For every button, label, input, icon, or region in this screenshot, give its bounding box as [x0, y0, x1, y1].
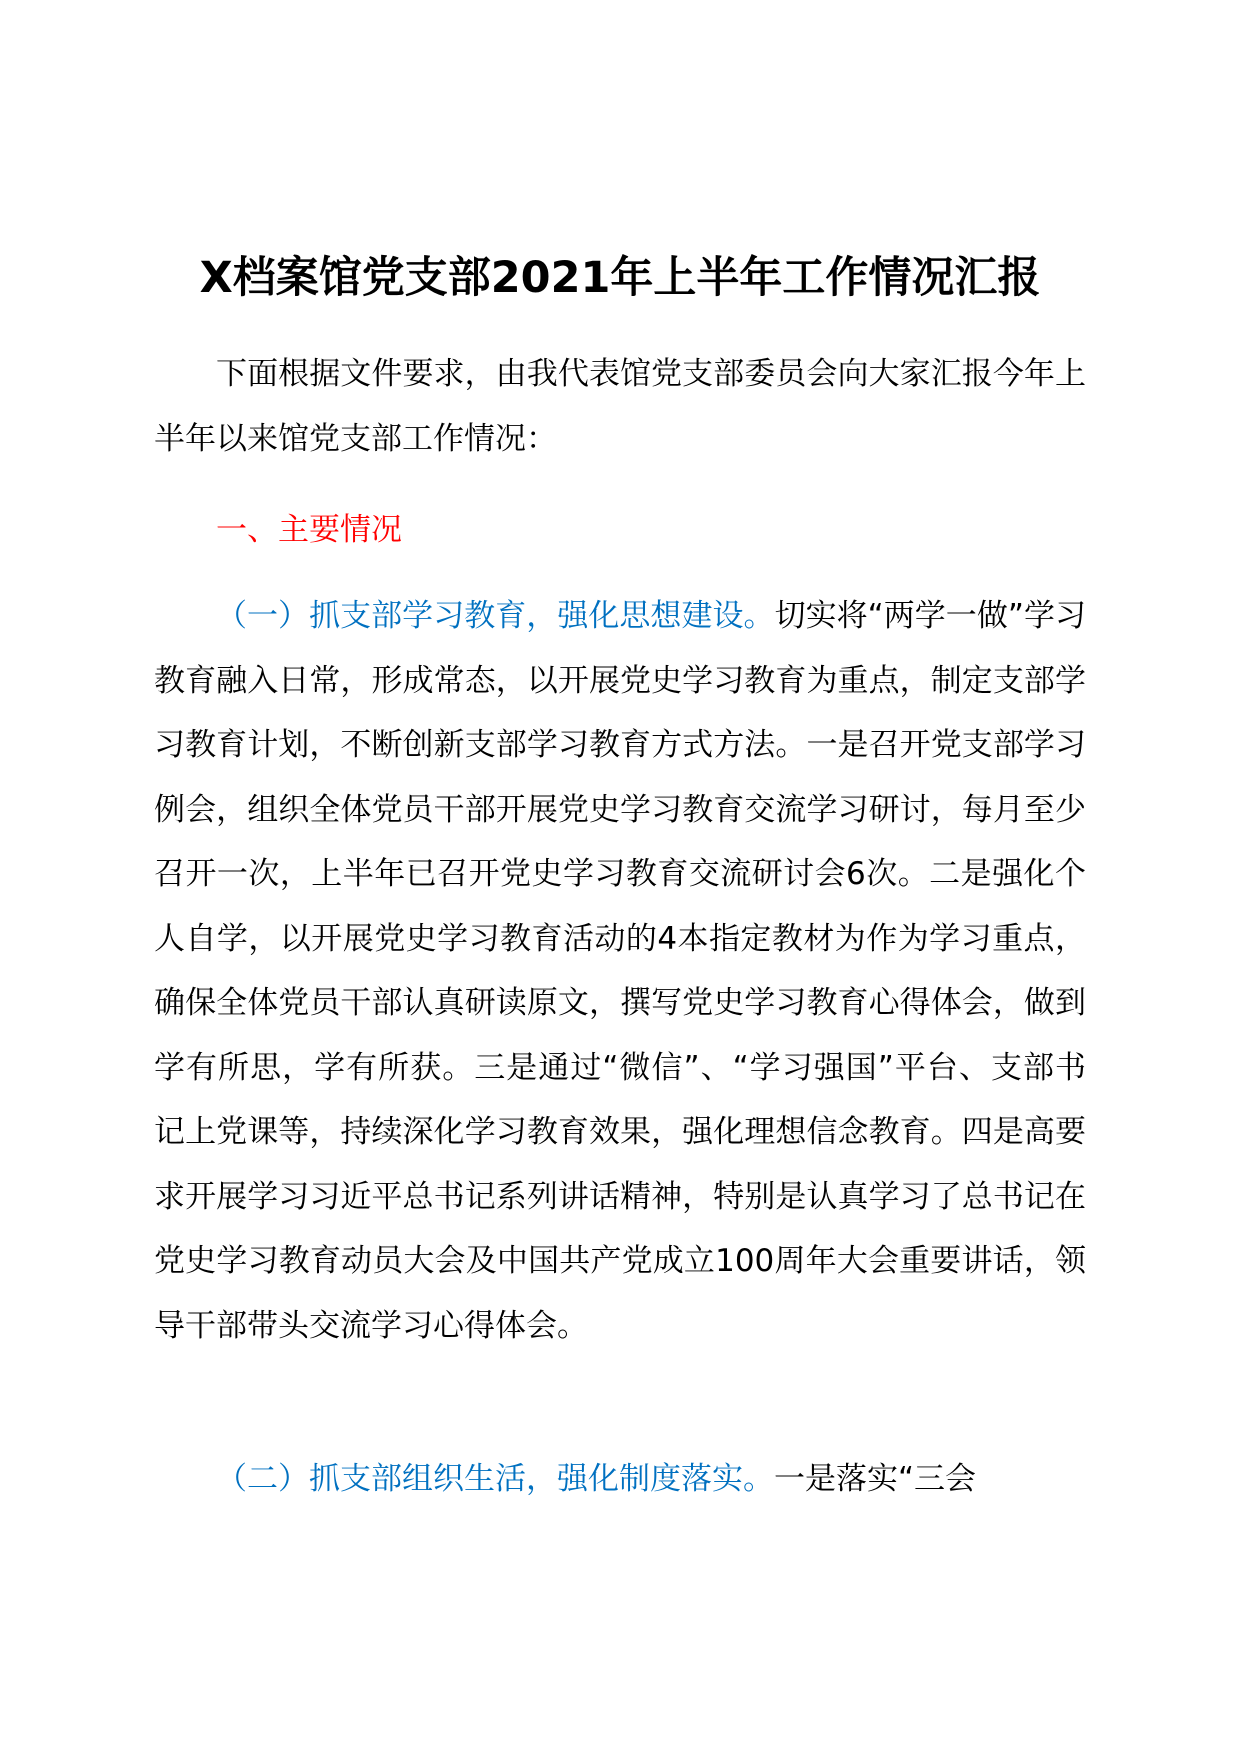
subheading-study-education: （一）抓支部学习教育，强化思想建设。 — [216, 598, 775, 634]
document-title: X档案馆党支部2021年上半年工作情况汇报 — [199, 253, 1041, 303]
subheading-organization-life: （二）抓支部组织生活，强化制度落实。 — [216, 1461, 774, 1497]
paragraph-study-education — [154, 584, 1086, 1358]
paragraph-organization-life — [154, 1447, 1086, 1512]
section-heading-main: 一、主要情况 — [216, 512, 402, 548]
intro-paragraph: 下面根据文件要求，由我代表馆党支部委员会向大家汇报今年上半年以来馆党支部工作情况： — [154, 356, 1086, 457]
paragraph-body-study-education: 切实将“两学一做”学习教育融入日常，形成常态，以开展党史学习教育为重点，制定支部学习教育计划，不断创新支部学习教育方式方法。一是召开党支部学习例会，组织全体党员干部开展党史学习教育交流学习研讨，每月至少召开一次，上半年已召开党史学习教育交流研讨会6次。二是强化个人自学，以开展党史学习教育活动的4本指定教材为作为学习重点，确保全体党员干部认真研读原文，撰写党史学习教育心得体会，做到学有所思，学有所获。三是通过“微信”、“学习强国”平台、支部书记上党课等，持续深化学习教育效果，强化理想信念教育。四是高要求开展学习习近平总书记系列讲话精神，特别是认真学习了总书记在党史学习教育动员大会及中国共产党成立100周年大会重要讲话，领导干部带头交流学习心得体会。 — [154, 598, 1086, 1344]
paragraph-body-organization-life: 一是落实“三会 — [774, 1461, 977, 1497]
